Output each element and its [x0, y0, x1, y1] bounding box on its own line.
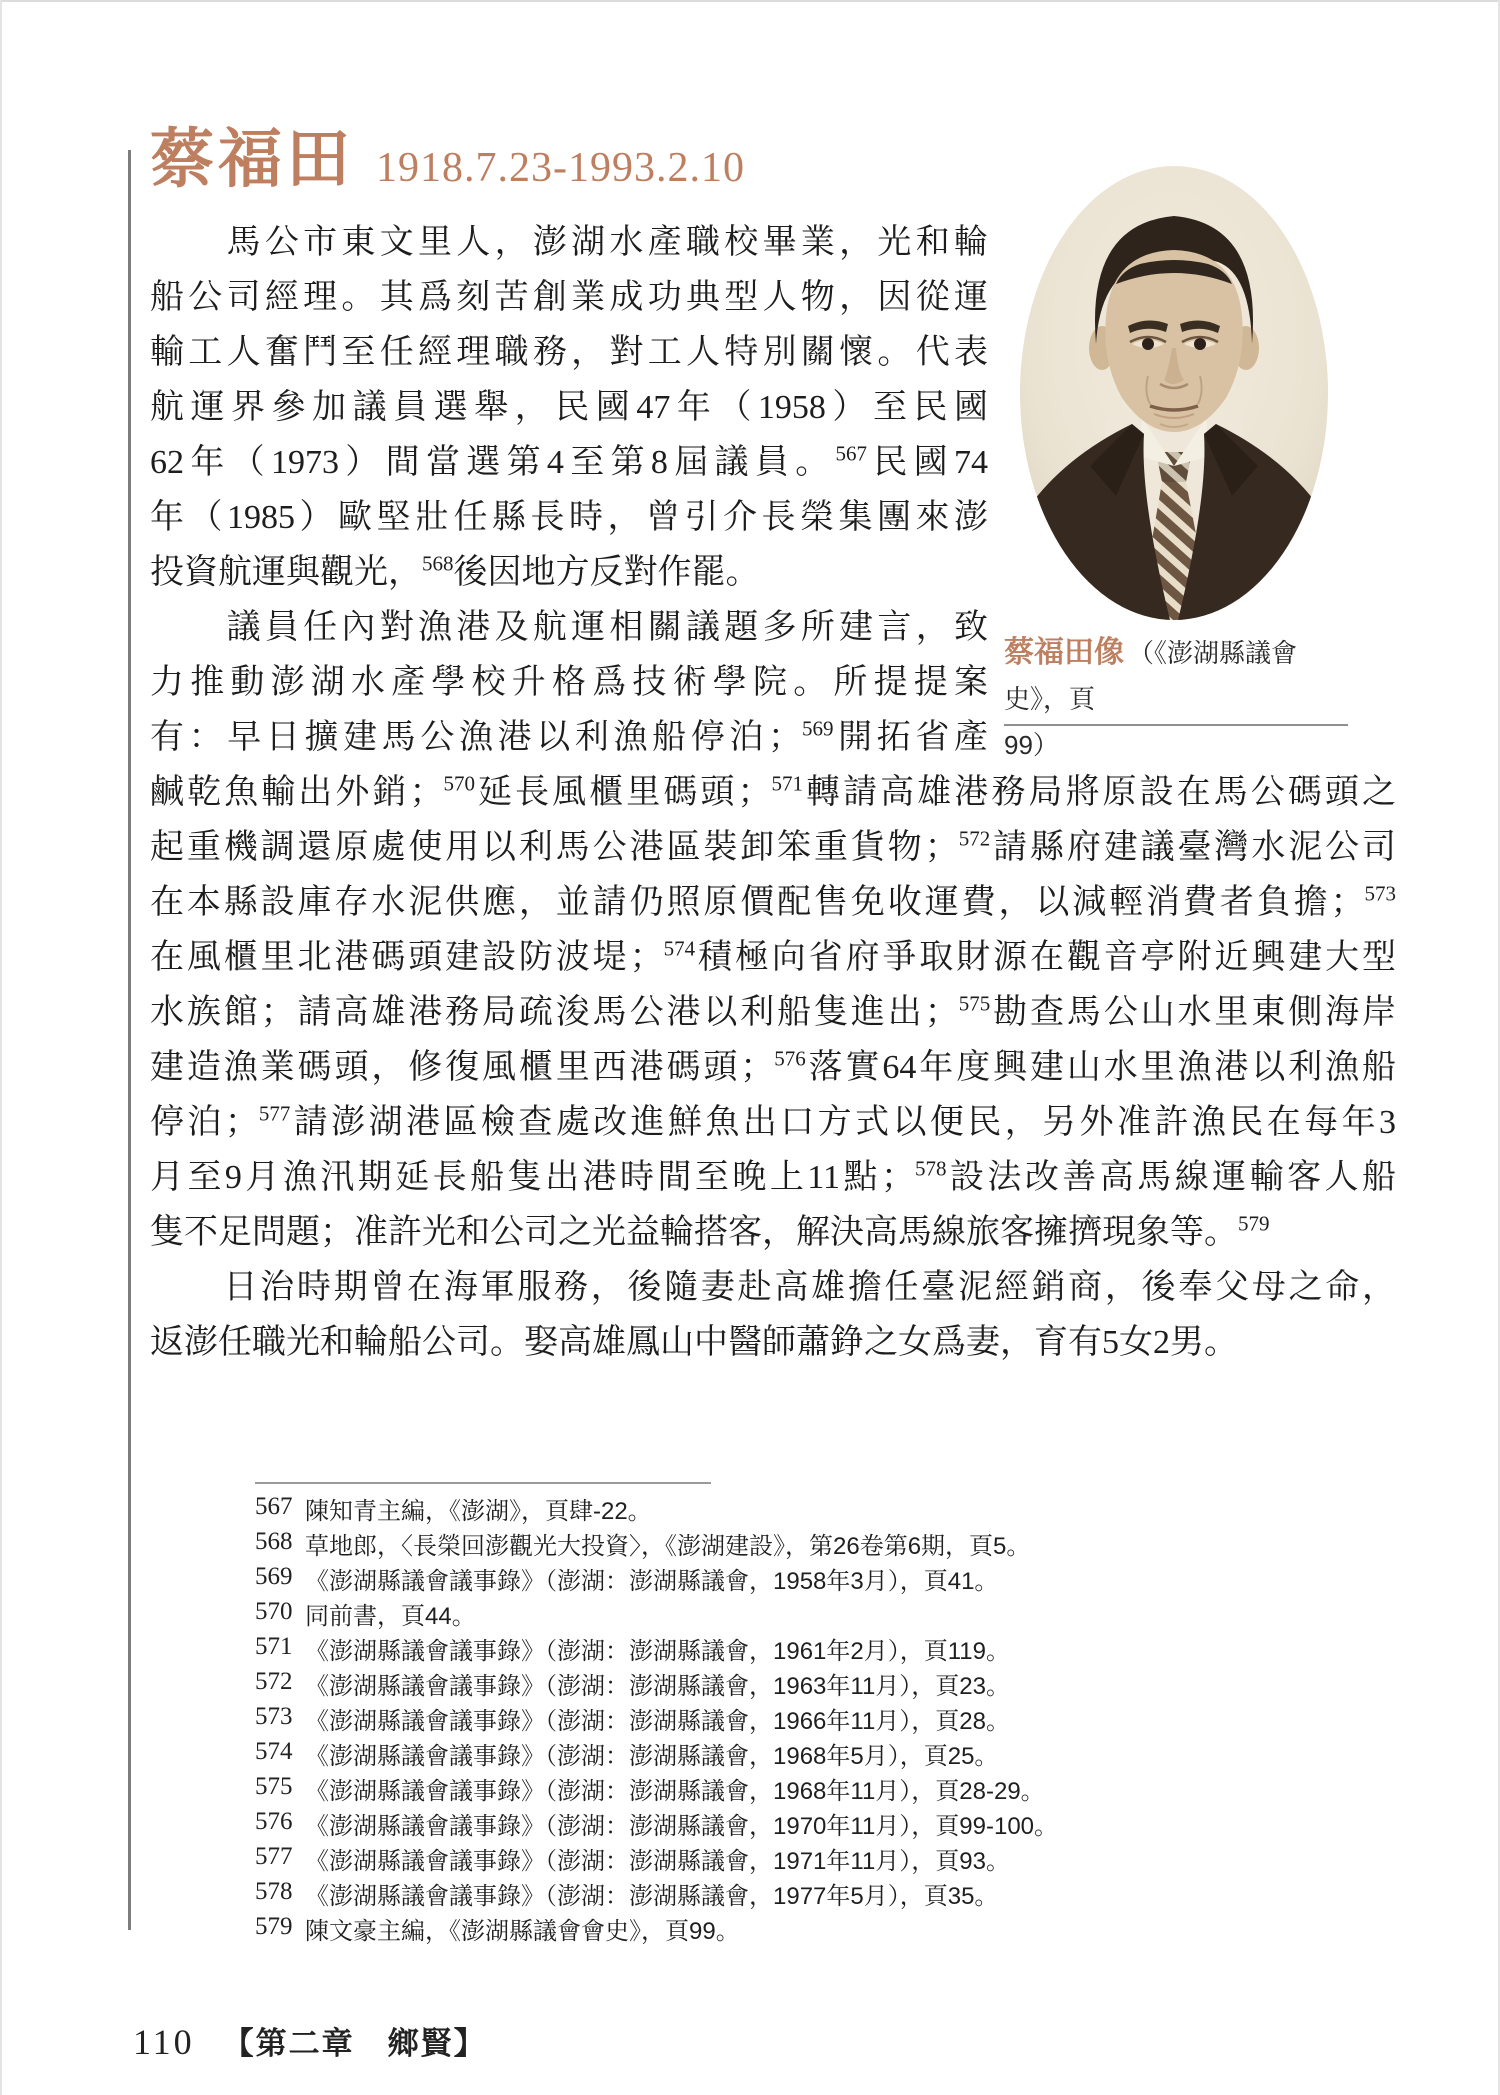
text-segment: 請縣府建議臺灣水泥公司 — [990, 829, 1396, 866]
page-edge-left — [0, 0, 2, 2095]
text-line — [150, 325, 988, 380]
text-segment: 馬公市東文里人，澎湖水產職校畢業，光和輪 — [150, 224, 988, 261]
text-segment: 船公司經理。其爲刻苦創業成功典型人物，因從運 — [150, 279, 988, 316]
footnote-number: 577 — [255, 1843, 293, 1870]
footnote-list — [255, 1494, 1405, 1949]
portrait-illustration — [1020, 166, 1328, 620]
text-segment: 投資航運與觀光， — [150, 554, 422, 591]
footnote-number: 574 — [255, 1738, 293, 1765]
text-segment: 後因地方反對作罷。 — [453, 554, 760, 591]
footnote-item — [255, 1634, 1405, 1669]
text-segment: 力推動澎湖水產學校升格爲技術學院。所提提案 — [150, 664, 988, 701]
text-line — [150, 215, 988, 270]
footnote-text: 《澎湖縣議會議事錄》（澎湖：澎湖縣議會，1970年11月），頁99-100。 — [305, 1813, 1059, 1840]
body-text-narrow-column — [150, 215, 988, 765]
footnote-text: 《澎湖縣議會議事錄》（澎湖：澎湖縣議會，1961年2月），頁119。 — [305, 1638, 1010, 1665]
text-line — [150, 1315, 1396, 1370]
text-line — [150, 1150, 1396, 1205]
text-line — [150, 710, 988, 765]
footnote-divider — [255, 1482, 711, 1484]
text-segment: 年（1985）歐堅壯任縣長時，曾引介長榮集團來澎 — [150, 499, 988, 536]
text-line — [150, 930, 1396, 985]
footnote-ref: 575 — [958, 991, 991, 1016]
page-number: 110 — [133, 2022, 195, 2062]
footnote-number: 579 — [255, 1913, 293, 1940]
text-segment: 航運界參加議員選舉，民國47年（1958）至民國 — [150, 389, 988, 426]
text-line — [150, 545, 988, 600]
footnote-item — [255, 1529, 1405, 1564]
footnote-ref: 567 — [835, 441, 868, 466]
text-segment: 議員任內對漁港及航運相關議題多所建言，致 — [150, 609, 988, 646]
text-line — [150, 1040, 1396, 1095]
caption-source: （《澎湖縣議會史》，頁 — [1004, 638, 1298, 714]
body-text-last-paragraph — [150, 1260, 1396, 1370]
text-segment: 設法改善高馬線運輸客人船 — [946, 1159, 1396, 1196]
footnote-ref: 568 — [422, 551, 454, 576]
left-margin-rule — [128, 150, 131, 1930]
text-segment: 輸工人奮鬥至任經理職務，對工人特別關懷。代表 — [150, 334, 988, 371]
footnote-text: 《澎湖縣議會議事錄》（澎湖：澎湖縣議會，1966年11月），頁28。 — [305, 1708, 1010, 1735]
footnote-ref: 569 — [802, 716, 834, 741]
footnote-text: 陳知青主編，《澎湖》，頁肆-22。 — [305, 1498, 652, 1525]
footnote-text: 陳文豪主編，《澎湖縣議會會史》，頁99。 — [305, 1918, 740, 1945]
entry-header — [150, 124, 745, 195]
footnote-item — [255, 1739, 1405, 1774]
text-line — [150, 270, 988, 325]
footnote-item — [255, 1669, 1405, 1704]
footnote-text: 《澎湖縣議會議事錄》（澎湖：澎湖縣議會，1968年5月），頁25。 — [305, 1743, 999, 1770]
text-line — [150, 600, 988, 655]
caption-line1 — [1004, 630, 1356, 722]
footnote-number: 571 — [255, 1633, 293, 1660]
footnote-ref: 571 — [771, 771, 803, 796]
text-segment: 起重機調還原處使用以利馬公港區裝卸笨重貨物； — [150, 829, 959, 866]
portrait-caption — [1004, 630, 1356, 768]
text-segment: 建造漁業碼頭，修復風櫃里西港碼頭； — [150, 1049, 775, 1086]
text-segment: 鹹乾魚輸出外銷； — [150, 774, 444, 811]
text-line — [150, 820, 1396, 875]
footnote-ref: 576 — [774, 1046, 806, 1071]
text-line — [150, 490, 988, 545]
body-text-full-width — [150, 765, 1396, 1260]
footnote-item — [255, 1774, 1405, 1809]
page-footer — [133, 2018, 487, 2063]
text-segment: 落實64年度興建山水里漁港以利漁船 — [805, 1049, 1396, 1086]
text-segment: 隻不足問題；准許光和公司之光益輪搭客，解決高馬線旅客擁擠現象等。 — [150, 1214, 1238, 1251]
footnote-text: 《澎湖縣議會議事錄》（澎湖：澎湖縣議會，1971年11月），頁93。 — [305, 1848, 1010, 1875]
footnote-ref: 577 — [258, 1101, 291, 1126]
footnote-number: 568 — [255, 1528, 293, 1555]
text-segment: 日治時期曾在海軍服務，後隨妻赴高雄擔任臺泥經銷商，後奉父母之命， — [150, 1269, 1396, 1306]
footnote-number: 573 — [255, 1703, 293, 1730]
footnote-text: 《澎湖縣議會議事錄》（澎湖：澎湖縣議會，1977年5月），頁35。 — [305, 1883, 999, 1910]
footnote-item — [255, 1879, 1405, 1914]
footnote-number: 567 — [255, 1493, 293, 1520]
text-segment: 請澎湖港區檢查處改進鮮魚出口方式以便民，另外准許漁民在每年3 — [290, 1104, 1396, 1141]
text-segment: 有：早日擴建馬公漁港以利漁船停泊； — [150, 719, 802, 756]
page-edge-top — [0, 0, 1500, 2]
footnote-ref: 574 — [663, 936, 696, 961]
footnote-number: 575 — [255, 1773, 293, 1800]
footnote-text: 草地郎，〈長榮回澎觀光大投資〉，《澎湖建設》，第26卷第6期，頁5。 — [305, 1533, 1031, 1560]
text-segment: 延長風櫃里碼頭； — [474, 774, 772, 811]
person-name: 蔡福田 — [150, 124, 354, 195]
text-line — [150, 435, 988, 490]
footnote-number: 572 — [255, 1668, 293, 1695]
text-segment: 62年（1973）間當選第4至第8屆議員。 — [150, 444, 836, 481]
footnote-ref: 579 — [1238, 1211, 1270, 1236]
footnote-item — [255, 1844, 1405, 1879]
footnote-text: 《澎湖縣議會議事錄》（澎湖：澎湖縣議會，1968年11月），頁28-29。 — [305, 1778, 1045, 1805]
footnote-number: 578 — [255, 1878, 293, 1905]
text-segment: 民國74 — [867, 444, 989, 481]
footnote-ref: 578 — [914, 1156, 947, 1181]
footnote-number: 569 — [255, 1563, 293, 1590]
footnote-number: 576 — [255, 1808, 293, 1835]
caption-title: 蔡福田像 — [1004, 636, 1124, 669]
footnote-item — [255, 1914, 1405, 1949]
person-dates: 1918.7.23-1993.2.10 — [376, 145, 745, 191]
text-segment: 在風櫃里北港碼頭建設防波堤； — [150, 939, 664, 976]
text-line — [150, 765, 1396, 820]
footnote-text: 《澎湖縣議會議事錄》（澎湖：澎湖縣議會，1963年11月），頁23。 — [305, 1673, 1010, 1700]
footnote-text: 《澎湖縣議會議事錄》（澎湖：澎湖縣議會，1958年3月），頁41。 — [305, 1568, 999, 1595]
footnote-item — [255, 1494, 1405, 1529]
footnote-ref: 572 — [958, 826, 991, 851]
text-line — [150, 655, 988, 710]
text-segment: 在本縣設庫存水泥供應，並請仍照原價配售免收運費，以減輕消費者負擔； — [150, 884, 1365, 921]
caption-divider — [1004, 724, 1348, 726]
text-segment: 積極向省府爭取財源在觀音亭附近興建大型 — [695, 939, 1396, 976]
footnote-text: 同前書，頁44。 — [305, 1603, 476, 1630]
text-line — [150, 1095, 1396, 1150]
footnote-ref: 573 — [1364, 881, 1396, 906]
text-segment: 開拓省產 — [833, 719, 988, 756]
text-segment: 停泊； — [150, 1104, 259, 1141]
footnote-number: 570 — [255, 1598, 293, 1625]
text-segment: 返澎任職光和輪船公司。娶高雄鳳山中醫師蕭錚之女爲妻，育有5女2男。 — [150, 1324, 1238, 1361]
footnote-item — [255, 1564, 1405, 1599]
portrait-photo — [1020, 166, 1328, 620]
footnote-item — [255, 1599, 1405, 1634]
text-segment: 轉請高雄港務局將原設在馬公碼頭之 — [802, 774, 1396, 811]
footnote-item — [255, 1809, 1405, 1844]
text-segment: 勘查馬公山水里東側海岸 — [990, 994, 1396, 1031]
text-segment: 月至9月漁汛期延長船隻出港時間至晚上11點； — [150, 1159, 915, 1196]
footnote-ref: 570 — [443, 771, 475, 796]
text-line — [150, 1260, 1396, 1315]
text-line — [150, 1205, 1396, 1260]
text-line — [150, 875, 1396, 930]
text-line — [150, 380, 988, 435]
text-line — [150, 985, 1396, 1040]
text-segment: 水族館；請高雄港務局疏浚馬公港以利船隻進出； — [150, 994, 959, 1031]
caption-line2: 99） — [1004, 730, 1059, 760]
chapter-label: 【第二章 鄉賢】 — [222, 2026, 487, 2061]
footnote-item — [255, 1704, 1405, 1739]
